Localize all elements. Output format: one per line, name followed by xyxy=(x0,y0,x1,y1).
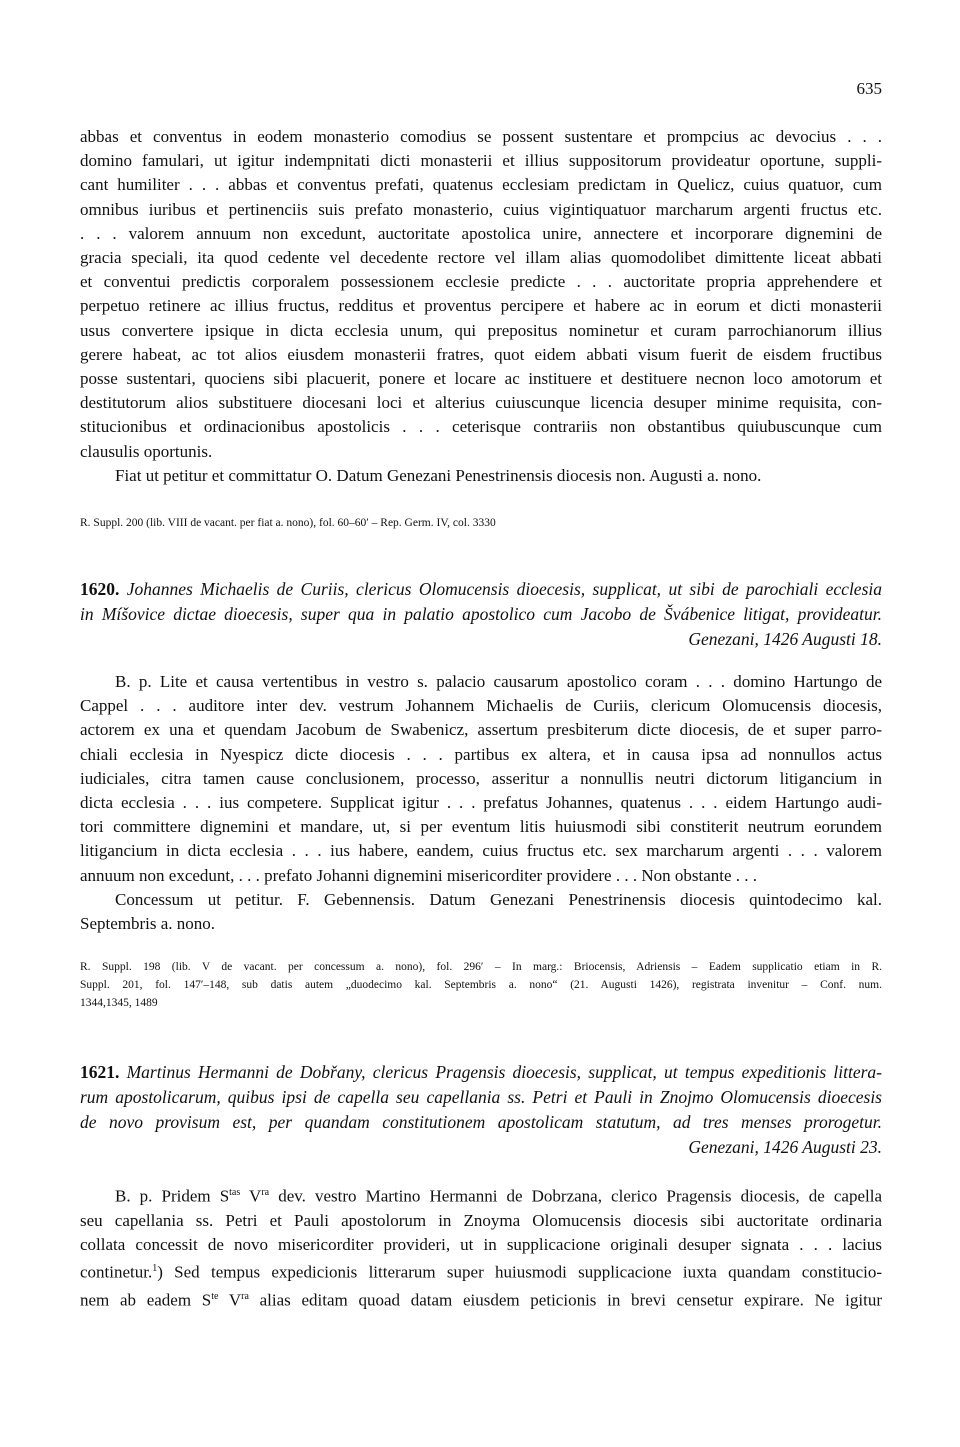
text-run: dev. vestro Martino Hermanni de Dobrzana, clerico Pragensis diocesis, de capella xyxy=(269,1186,882,1206)
entry-number: 1620. xyxy=(80,579,120,599)
text-line: annuum non excedunt, . . . prefato Johanni dignemini misericorditer providere . . . Non obstante . . . xyxy=(80,865,758,885)
heading-line: rum apostolicarum, quibus ipsi de capella seu capellania ss. Petri et Pauli in Znojmo Olomucensis dioecesis xyxy=(80,1087,882,1107)
text-line: omnibus iuribus et pertinenciis suis prefato monasterio, cuius vigintiquatuor marcharum argenti fructus etc. xyxy=(80,199,882,219)
note-line: R. Suppl. 198 (lib. V de vacant. per concessum a. nono), fol. 296′ – In marg.: Briocensis, Adriensis – Eadem supplicatio etiam in R. xyxy=(80,961,882,973)
entry-1621-body xyxy=(80,1181,882,1313)
text-line: posse sustentari, quociens sibi placuerit, ponere et locare ac instituere et destituere necnon loco amotorum et xyxy=(80,369,882,389)
text-line: actorem ex una et quendam Jacobum de Swabenicz, assertum presbiterum dicte diocesis, de et super parro- xyxy=(80,720,882,740)
superscript: tas xyxy=(229,1187,241,1198)
heading-line: Martinus Hermanni de Dobřany, clericus Pragensis dioecesis, supplicat, ut tempus expeditionis littera- xyxy=(126,1062,883,1082)
footnote-marker: 1 xyxy=(152,1263,158,1275)
entry-1620-body xyxy=(80,670,882,936)
text-line: destitutorum alios substituere diocesani loci et alterius cuiuscunque licencia desuper minime requisita, con- xyxy=(80,393,882,413)
text-line: domino famulari, ut igitur indempnitati dicti monasterii et illius suppositorum provideatur oportune, suppli- xyxy=(80,151,882,171)
text-line: tori committere dignemini et mandare, ut, si per eventum litis huiusmodi sibi constiterit neutrum eorundem xyxy=(80,817,882,837)
note-line: Suppl. 201, fol. 147′–148, sub datis autem „duodecimo kal. Septembris a. nono“ (21. Augusti 1426), registrata invenitur – Conf. num. xyxy=(80,979,882,991)
entry-1621-heading xyxy=(80,1060,882,1160)
superscript: ra xyxy=(241,1291,249,1303)
entry-date: Genezani, 1426 Augusti 23. xyxy=(688,1137,882,1157)
supplication-continuation xyxy=(80,125,882,488)
text-line: Septembris a. nono. xyxy=(80,914,216,934)
entry-date: Genezani, 1426 Augusti 18. xyxy=(688,629,882,649)
text-run: continetur. xyxy=(80,1262,153,1282)
text-line: collata concessit de novo misericorditer provideri, ut in supplicacione originali desuper signata . . . lacius xyxy=(80,1235,882,1255)
text-line: litigancium in dicta ecclesia . . . ius habere, eandem, cuius fructus etc. sex marcharum argenti . . . valorem xyxy=(80,841,882,861)
heading-line: de novo provisum est, per quandam constitutionem apostolicam statutum, ad tres menses prorogetur. xyxy=(80,1112,882,1132)
source-note xyxy=(80,958,882,1012)
text-run: V xyxy=(218,1290,242,1310)
text-line: dicta ecclesia . . . ius competere. Supplicat igitur . . . prefatus Johannes, quatenus . . . eidem Hartungo audi- xyxy=(80,793,882,813)
note-line: 1344,1345, 1489 xyxy=(80,997,158,1009)
page-number: 635 xyxy=(856,79,882,98)
source-note: R. Suppl. 200 (lib. VIII de vacant. per fiat a. nono), fol. 60–60′ – Rep. Germ. IV, col. 3330 xyxy=(80,517,496,529)
entry-1620-heading xyxy=(80,577,882,652)
entry-number: 1621. xyxy=(80,1062,120,1082)
superscript: ra xyxy=(261,1187,270,1198)
superscript: te xyxy=(211,1291,219,1303)
heading-line: in Míšovice dictae dioecesis, super qua in palatio apostolico cum Jacobo de Švábenice litigat, provideatur. xyxy=(80,604,882,624)
text-line: . . . valorem annuum non excedunt, auctoritate apostolica unire, annectere et incorporare dignemini de xyxy=(80,223,882,243)
text-line: stitucionibus et ordinacionibus apostolicis . . . ceterisque contrariis non obstantibus quiubuscunque cum xyxy=(80,417,882,437)
text-line: usus convertere ipsique in dicta ecclesia unum, qui prepositus nominetur et curam parrochianorum illius xyxy=(80,320,882,340)
fiat-line: Fiat ut petitur et committatur O. Datum Genezani Penestrinensis diocesis non. Augusti a. nono. xyxy=(115,465,762,485)
text-line: cant humiliter . . . abbas et conventus prefati, quatenus ecclesiam predictam in Quelicz, cuius quatuor, cum xyxy=(80,175,882,195)
text-line: Cappel . . . auditore inter dev. vestrum Johannem Michaelis de Curiis, clericum Olomucensis diocesis, xyxy=(80,696,882,716)
text-run: B. p. Pridem S xyxy=(115,1186,230,1206)
text-line: gracia speciali, ita quod cedente vel decedente rectore vel illam alias quomodolibet dimittente liceat abbati xyxy=(80,248,882,268)
heading-line: Johannes Michaelis de Curiis, clericus Olomucensis dioecesis, supplicat, ut sibi de parochiali ecclesia xyxy=(126,579,882,599)
text-line: et conventui predictis corporalem possessionem ecclesie predicte . . . auctoritate propria apprehendere et xyxy=(80,272,882,292)
text-run: nem ab eadem S xyxy=(80,1290,212,1310)
text-line: iudiciales, citra tamen cause conclusionem, processo, asseritur a nonnullis neutri dictorum litigancium in xyxy=(80,768,882,788)
text-line: chiali ecclesia in Nyespicz dicte diocesis . . . partibus ex altera, et in causa ipsa ad nonnullos actus xyxy=(80,744,882,764)
text-run: V xyxy=(240,1186,262,1206)
text-line: Concessum ut petitur. F. Gebennensis. Datum Genezani Penestrinensis diocesis quintodecimo kal. xyxy=(115,889,882,909)
text-line: gerere habeat, ac tot alios eiusdem monasterii fratres, quot eidem abbati visum fuerit de eisdem fructibus xyxy=(80,344,882,364)
text-line: abbas et conventus in eodem monasterio comodius se possent sustentare et prompcius ac devocius . . . xyxy=(80,127,882,146)
text-line: B. p. Lite et causa vertentibus in vestro s. palacio causarum apostolico coram . . . domino Hartungo de xyxy=(115,672,882,691)
text-run: alias editam quoad datam eiusdem peticionis in brevi censetur expirare. Ne igitur xyxy=(248,1290,882,1310)
text-run: ) Sed tempus expedicionis litterarum super huiusmodi supplicacione iuxta quandam constitucio- xyxy=(157,1262,882,1282)
text-line: seu capellania ss. Petri et Pauli apostolorum in Znoyma Olomucensis diocesis sibi auctoritate ordinaria xyxy=(80,1210,882,1230)
text-line: clausulis oportunis. xyxy=(80,441,213,461)
text-line: perpetuo retinere ac illius fructus, redditus et proventus percipere et habere ac in eorum et dicti monasterii xyxy=(80,296,882,316)
